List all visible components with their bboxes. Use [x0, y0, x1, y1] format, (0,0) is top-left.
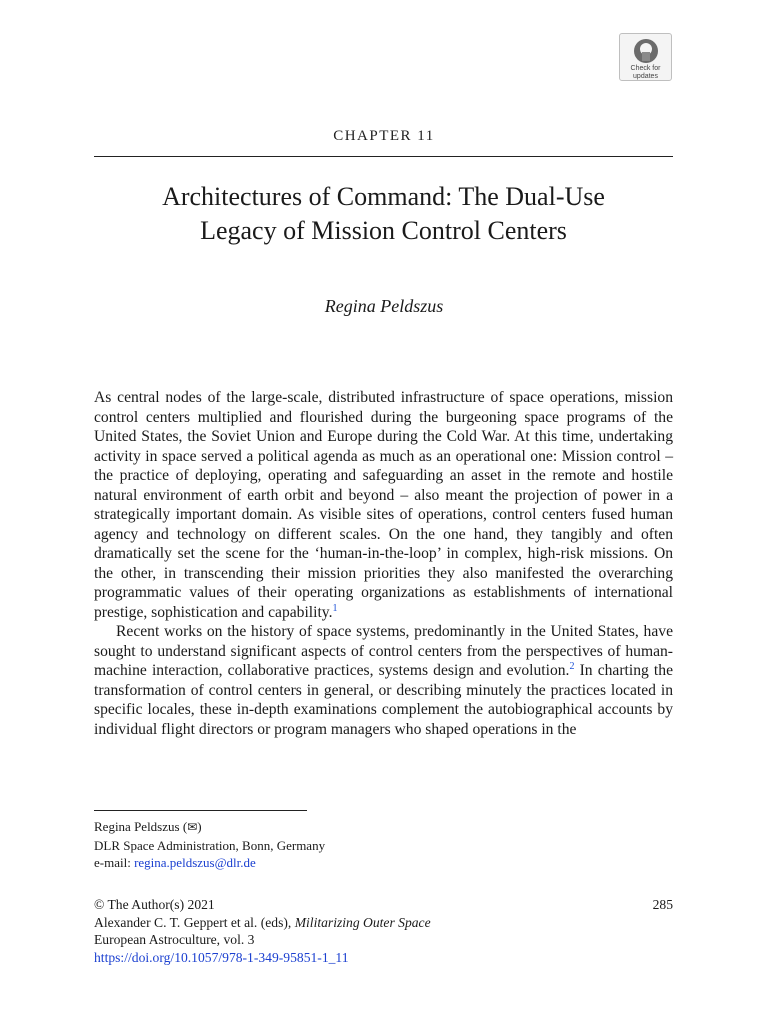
chapter-title: [94, 180, 673, 248]
paragraph-1: [94, 388, 673, 622]
badge-line-2: updates: [633, 73, 658, 80]
paragraph-2: [94, 622, 673, 739]
paragraph-2-text-after: In charting the transformation of control centers in general, or describing minutely the practices located in specific locales, these in-depth examinations complement the autobiographical accounts by individual flight directors or program managers who shaped operations in the: [94, 662, 673, 738]
mail-icon[interactable]: ✉: [187, 820, 198, 834]
footnote-name-close: ): [197, 819, 202, 834]
book-title: Militarizing Outer Space: [294, 914, 431, 930]
email-link[interactable]: regina.peldszus@dlr.de: [134, 855, 256, 870]
bibliographic-info: [94, 896, 673, 966]
citation-prefix: Alexander C. T. Geppert et al. (eds),: [94, 914, 295, 930]
paragraph-1-text: As central nodes of the large-scale, distributed infrastructure of space operations, mission control centers multiplied and flourished during the burgeoning space programs of the United States, the Soviet Union and Europe during the Cold War. At this time, undertaking activity in space served a political agenda as much as an operational one: Mission control – the practice of deploying, operating and safeguarding an asset in the remote and hostile natural environment of earth orbit and beyond – also meant the projection of power in a strategically important domain. As visible sites of operations, control centers fused human agency and technology on different scales. On the one hand, they tangibly and often dramatically set the scene for the ‘human-in-the-loop’ in complex, high-risk missions. On the other, in transcending their mission priorities they also manifested the overarching programmatic values of their operating organizations as establishments of international prestige, sophistication and capability.: [94, 389, 673, 621]
chapter-divider: [94, 156, 673, 157]
footnote-divider: [94, 810, 307, 811]
check-for-updates-badge[interactable]: [619, 33, 672, 81]
series-line: European Astroculture, vol. 3: [94, 932, 255, 947]
chapter-label: CHAPTER 11: [333, 128, 435, 144]
footnote-name-line: [94, 818, 325, 837]
doi-link[interactable]: https://doi.org/10.1057/978-1-349-95851-1_11: [94, 949, 349, 965]
chapter-title-line-2: Legacy of Mission Control Centers: [200, 216, 567, 245]
author-name: Regina Peldszus: [324, 296, 444, 316]
badge-line-1: Check for: [630, 65, 661, 72]
email-label: e-mail:: [94, 855, 135, 870]
copyright-notice: © The Author(s) 2021: [94, 897, 215, 912]
body-text: [94, 388, 673, 739]
author-footnote: [94, 818, 325, 872]
footnote-ref-1[interactable]: 1: [332, 602, 338, 614]
footnote-email-line: [94, 854, 325, 872]
page-number: 285: [652, 897, 673, 912]
footnote-ref-2[interactable]: 2: [569, 660, 575, 672]
footnote-author-name: Regina Peldszus (: [94, 819, 188, 834]
check-for-updates-icon: [633, 38, 659, 64]
citation-line: [94, 914, 673, 932]
paragraph-2-text-before: Recent works on the history of space systems, predominantly in the United States, have sought to understand significant aspects of control centers from the perspectives of human-machine interaction, collaborative practices, systems design and evolution.: [94, 623, 673, 679]
footnote-affiliation: DLR Space Administration, Bonn, Germany: [94, 837, 326, 853]
chapter-title-line-1: Architectures of Command: The Dual-Use: [162, 182, 605, 211]
